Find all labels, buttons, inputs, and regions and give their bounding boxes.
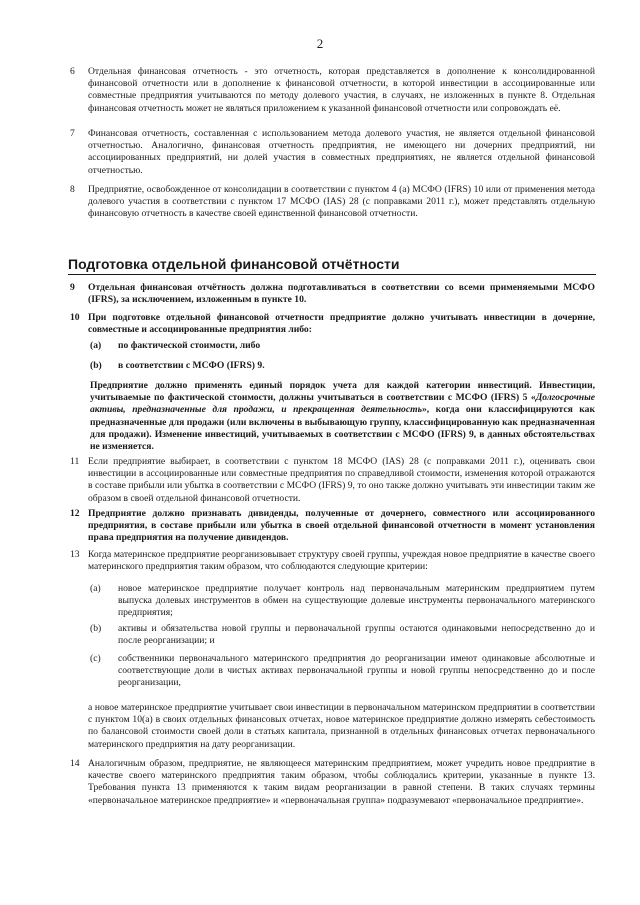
item-label: (c) [90, 653, 101, 664]
item-label: (b) [90, 623, 102, 634]
paragraph-text: Если предприятие выбирает, в соответствии с пунктом 18 МСФО (IAS) 28 (с поправками 2011 г.), оценивать свои инвестиции в ассоциированные или совместные предприятия по справедливой стоимости, изменения которой отражаются в составе прибыли или убытка в соответствии с МСФО (IFRS) 9, то оно также должно учитывать эти инвестиции таким же образом в своей отдельной финансовой отчетности. [88, 456, 595, 504]
paragraph-13-item-c [90, 653, 595, 690]
item-label: (b) [90, 360, 102, 371]
paragraph-number: 12 [70, 508, 80, 519]
paragraph-number: 13 [70, 549, 80, 560]
paragraph-11 [70, 456, 595, 505]
item-text: в соответствии с МСФО (IFRS) 9. [118, 360, 265, 371]
standard-title: Долгосрочные активы, предназначенные для продажи, и прекращенная деятельность [90, 392, 595, 416]
paragraph-10-item-a [90, 340, 595, 352]
paragraph-9 [70, 282, 595, 306]
item-label: (a) [90, 340, 102, 351]
paragraph-8 [70, 184, 595, 221]
item-label: (a) [90, 583, 101, 594]
paragraph-number: 8 [70, 184, 75, 195]
item-text: по фактической стоимости, либо [118, 340, 261, 351]
paragraph-10-continuation [90, 380, 595, 453]
paragraph-number: 6 [70, 66, 75, 77]
item-text: собственники первоначального материнского предприятия до реорганизации имеют одинаковые абсолютные и соответствующие доли в чистых активах первоначальной группы и новой группы непосредственно до и после реорганизации, [118, 653, 595, 689]
paragraph-14 [70, 758, 595, 807]
section-heading: Подготовка отдельной финансовой отчётности [68, 256, 596, 275]
paragraph-12 [70, 508, 595, 545]
paragraph-text: Предприятие, освобожденное от консолидации в соответствии с пунктом 4 (а) МСФО (IFRS) 10 или от применения метода долевого участия в соответствии с пунктом 17 МСФО (IAS) 28 (с поправками 2011 г.), может представлять отдельную финансовую отчетность в качестве своей единственной финансовой отчетности. [88, 184, 595, 220]
item-text: новое материнское предприятие получает контроль над первоначальным материнским предприятием путем выпуска долевых инструментов в обмен на существующие долевые инструменты первоначального материнского предприятия; [118, 583, 595, 619]
continuation-text: Предприятие должно применять единый порядок учета для каждой категории инвестиций. Инвестиции, учитываемые по фактической стоимости, должны учитываться в соответствии с МСФО (IFRS) 5 « [90, 380, 595, 404]
paragraph-13 [70, 549, 595, 573]
paragraph-10 [70, 312, 595, 336]
paragraph-number: 11 [70, 456, 80, 467]
paragraph-6 [70, 66, 595, 115]
paragraph-text: При подготовке отдельной финансовой отчетности предприятие должно учитывать инвестиции в дочерние, совместные и ассоциированные предприятия либо: [88, 312, 595, 336]
paragraph-number: 14 [70, 758, 80, 769]
item-text: активы и обязательства новой группы и первоначальной группы остаются одинаковыми непосредственно до и после реорганизации; и [118, 623, 595, 647]
page-number: 2 [316, 36, 324, 51]
paragraph-13-item-a [90, 583, 595, 620]
paragraph-text: Отдельная финансовая отчетность - это отчетность, которая представляется в дополнение к консолидированной финансовой отчетности или в дополнение к финансовой отчетности, в которой инвестиции в ассоциированные или совместные предприятия учитываются по методу долевого участия, в случаях, не изложенных в пункте 8. Отдельная финансовая отчетность может не являться приложением к указанной финансовой отчетности или сопровождать её. [88, 66, 595, 114]
paragraph-text: Когда материнское предприятие реорганизовывает структуру своей группы, учреждая новое предприятие в качестве своего материнского предприятия таким образом, что соблюдаются следующие критерии: [88, 549, 595, 573]
paragraph-number: 9 [70, 282, 75, 293]
paragraph-number: 10 [70, 312, 80, 323]
paragraph-7 [70, 128, 595, 177]
continuation-text: », когда они классифицируются как предназначенные для продажи (или включены в выбывающую группу, классифицированную как предназначенная для продажи). Изменение инвестиций, учитываемых в соответствии с МСФО (IFRS) 9, в данных обстоятельствах не изменяется. [90, 404, 595, 453]
paragraph-10-item-b [90, 360, 595, 372]
paragraph-number: 7 [70, 128, 75, 139]
paragraph-text: Отдельная финансовая отчётность должна подготавливаться в соответствии со всеми применяемыми МСФО (IFRS), за исключением, изложенным в пункте 10. [88, 282, 595, 306]
paragraph-13-continuation: а новое материнское предприятие учитывает свои инвестиции в первоначальном материнском предприятии в соответствии с пунктом 10(a) в своих отдельных финансовых отчетах, новое материнское предприятие должно измерять себестоимость по балансовой стоимости своей доли в статьях капитала, признанной в отдельных финансовых отчетах первоначального материнского предприятия на дату реорганизации. [88, 702, 595, 750]
paragraph-text: Финансовая отчетность, составленная с использованием метода долевого участия, не является отдельной финансовой отчетностью. Аналогично, финансовая отчетность предприятия, не имеющего ни дочерних предприятий, ни ассоциированных предприятий, ни долей участия в совместных предприятиях, не является отдельной финансовой отчетностью. [88, 128, 595, 176]
paragraph-text: Предприятие должно признавать дивиденды, полученные от дочернего, совместного или ассоциированного предприятия, в составе прибыли или убытка в своей отдельной финансовой отчетности в момент установления права предприятия на получение дивидендов. [88, 508, 595, 544]
paragraph-13-item-b [90, 623, 595, 647]
paragraph-text: Аналогичным образом, предприятие, не являющееся материнским предприятием, может учредить новое предприятие в качестве своего материнского предприятия таким образом, чтобы соблюдались критерии, указанные в пункте 13. Требования пункта 13 применяются к таким видам реорганизации в равной степени. В таких случаях термины «первоначальное материнское предприятие» и «первоначальная группа» подразумевают «первоначальное предприятие». [88, 758, 595, 806]
